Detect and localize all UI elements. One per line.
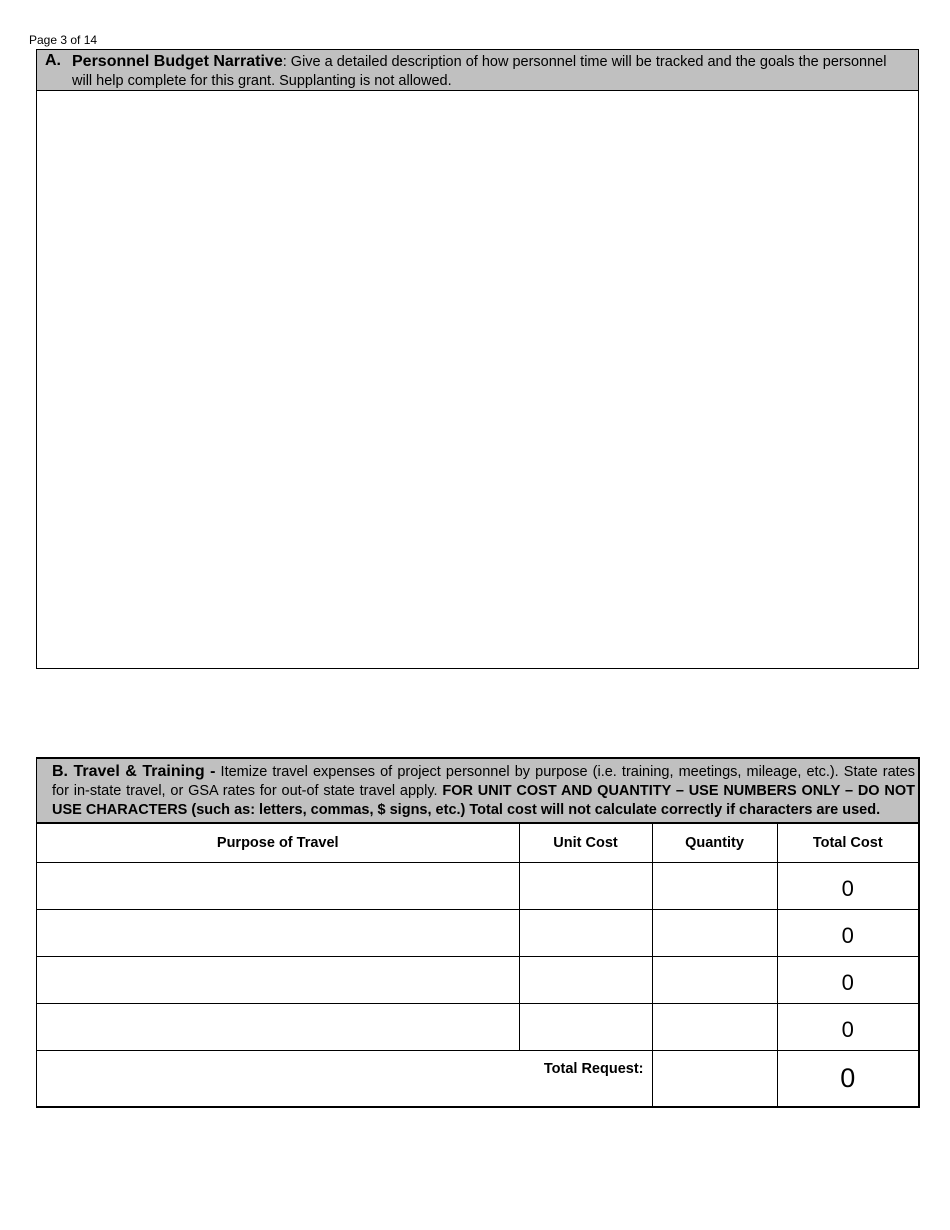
total-request-quantity-input[interactable] [653, 1051, 777, 1106]
table-row [37, 863, 918, 910]
total-request-row [37, 1051, 918, 1107]
quantity-input[interactable] [653, 863, 777, 909]
unit-cost-input[interactable] [520, 1004, 652, 1050]
total-request-label: Total Request: [37, 1051, 652, 1107]
column-header-unit-cost: Unit Cost [519, 824, 652, 863]
column-header-total-cost: Total Cost [777, 824, 918, 863]
purpose-input[interactable] [37, 863, 519, 909]
quantity-input[interactable] [653, 957, 777, 1003]
travel-training-header [37, 759, 918, 824]
personnel-narrative-title: Personnel Budget Narrative [72, 53, 283, 70]
total-cost-value: 0 [777, 957, 918, 1004]
quantity-input[interactable] [653, 1004, 777, 1050]
total-request-value: 0 [777, 1051, 918, 1107]
unit-cost-input[interactable] [520, 863, 652, 909]
unit-cost-input[interactable] [520, 957, 652, 1003]
personnel-narrative-description: : Give a detailed description of how personnel time will be tracked and the goals the personnel will help complete for this grant. Supplanting is not allowed. [72, 54, 887, 89]
purpose-input[interactable] [37, 910, 519, 956]
table-row [37, 910, 918, 957]
total-cost-value: 0 [777, 1004, 918, 1051]
unit-cost-input[interactable] [520, 910, 652, 956]
total-cost-value: 0 [777, 910, 918, 957]
travel-training-section [36, 757, 920, 1108]
personnel-narrative-header [36, 49, 919, 91]
page-number: Page 3 of 14 [29, 33, 98, 47]
travel-table [37, 824, 918, 1106]
purpose-input[interactable] [37, 957, 519, 1003]
total-cost-value: 0 [777, 863, 918, 910]
table-row [37, 1004, 918, 1051]
column-header-purpose: Purpose of Travel [37, 824, 519, 863]
travel-training-title: B. Travel & Training - [52, 763, 216, 780]
travel-training-instruction: FOR UNIT COST AND QUANTITY – USE NUMBERS ONLY – DO NOT USE CHARACTERS (such as: letters, commas, $ signs, etc.) Total cost will not calculate correctly if characters are used. [52, 783, 915, 818]
personnel-narrative-instructions [72, 52, 892, 91]
personnel-narrative-box [36, 90, 919, 669]
personnel-narrative-input[interactable] [37, 90, 918, 668]
travel-table-header-row [37, 824, 918, 863]
travel-training-description: Itemize travel expenses of project personnel by purpose (i.e. training, meetings, mileage, etc.). State rates for in-state travel, or GSA rates for out-of state travel apply. [52, 764, 915, 799]
table-row [37, 957, 918, 1004]
section-a-letter: A. [45, 52, 61, 69]
purpose-input[interactable] [37, 1004, 519, 1050]
column-header-quantity: Quantity [652, 824, 777, 863]
quantity-input[interactable] [653, 910, 777, 956]
